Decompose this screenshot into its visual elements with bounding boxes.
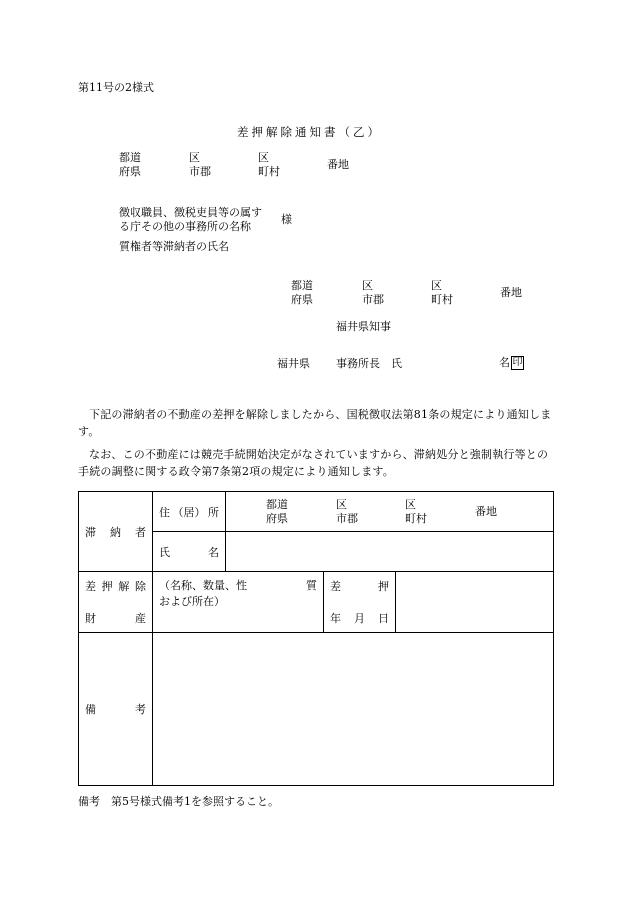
- property-description: （名称、数量、性 質 および所在）: [153, 572, 324, 633]
- seal-mark: 印: [512, 357, 523, 368]
- sender-ward-a: 区: [362, 279, 373, 292]
- recipient-line3: 質権者等滞納者の氏名: [119, 240, 229, 253]
- tbl-pref: 都道 府県: [266, 497, 288, 525]
- governor: 福井県知事: [336, 320, 391, 333]
- recipient-line2: る庁その他の事務所の名称: [119, 220, 251, 233]
- tbl-town: 区 町村: [405, 497, 427, 525]
- addr-town-b: 町村: [258, 165, 280, 178]
- sender-town-b: 町村: [431, 293, 453, 306]
- form-number: 第11号の2様式: [78, 81, 154, 94]
- sender-ward: [362, 279, 384, 307]
- sender-pref-a: 都道: [291, 279, 313, 292]
- office-name: 名: [499, 356, 510, 369]
- name-value: [226, 532, 554, 572]
- sender-pref-b: 府県: [291, 293, 313, 306]
- addr-banchi: 番地: [327, 158, 349, 171]
- seizure-date-value: [396, 572, 554, 633]
- addr-ward-b: 市郡: [189, 165, 211, 178]
- address-label: 住 （居） 所: [153, 492, 226, 532]
- body-paragraph-1: 下記の滞納者の不動産の差押を解除しましたから、国税徴収法第81条の規定により通知します。: [78, 408, 552, 438]
- sender-town: [431, 279, 453, 307]
- detail-table: [78, 491, 554, 786]
- addr-pref: [119, 151, 141, 179]
- remarks-value: [153, 633, 554, 786]
- sender-town-a: 区: [431, 279, 442, 292]
- seizure-date-label: 差 押 年 月 日: [324, 572, 396, 633]
- recipient-sama: 様: [281, 213, 292, 226]
- address-value: [226, 492, 554, 532]
- sender-pref: [291, 279, 313, 307]
- delinquent-label: 滞 納 者: [79, 492, 153, 572]
- tbl-ward: 区 市郡: [336, 497, 358, 525]
- addr-pref-b: 府県: [119, 165, 141, 178]
- body-paragraph-2: なお、この不動産には競売手続開始決定がなされていますから、滞納処分と強制執行等との手続の調整に関する政令第7条第2項の規定により通知します。: [78, 448, 549, 478]
- footnote: 備考 第5号様式備考1を参照すること。: [78, 795, 279, 808]
- document-title: 差押解除通知書（乙）: [237, 125, 382, 139]
- addr-town-a: 区: [258, 151, 269, 164]
- addr-ward-a: 区: [189, 151, 200, 164]
- recipient-line1: 徴収職員、徴税吏員等の属す: [119, 206, 262, 219]
- addr-pref-a: 都道: [119, 151, 141, 164]
- sender-ward-b: 市郡: [362, 293, 384, 306]
- office-name-seal: [499, 356, 524, 370]
- remarks-label: 備 考: [79, 633, 153, 786]
- release-property-label: 差 押 解 除 財 産: [79, 572, 153, 633]
- name-label: 氏 名: [153, 532, 226, 572]
- sender-banchi: 番地: [500, 286, 522, 299]
- addr-town: [258, 151, 280, 179]
- tbl-banchi: 番地: [475, 504, 497, 518]
- office-pref: 福井県: [277, 357, 310, 370]
- addr-ward: [189, 151, 211, 179]
- office-chief: 事務所長 氏: [336, 357, 402, 370]
